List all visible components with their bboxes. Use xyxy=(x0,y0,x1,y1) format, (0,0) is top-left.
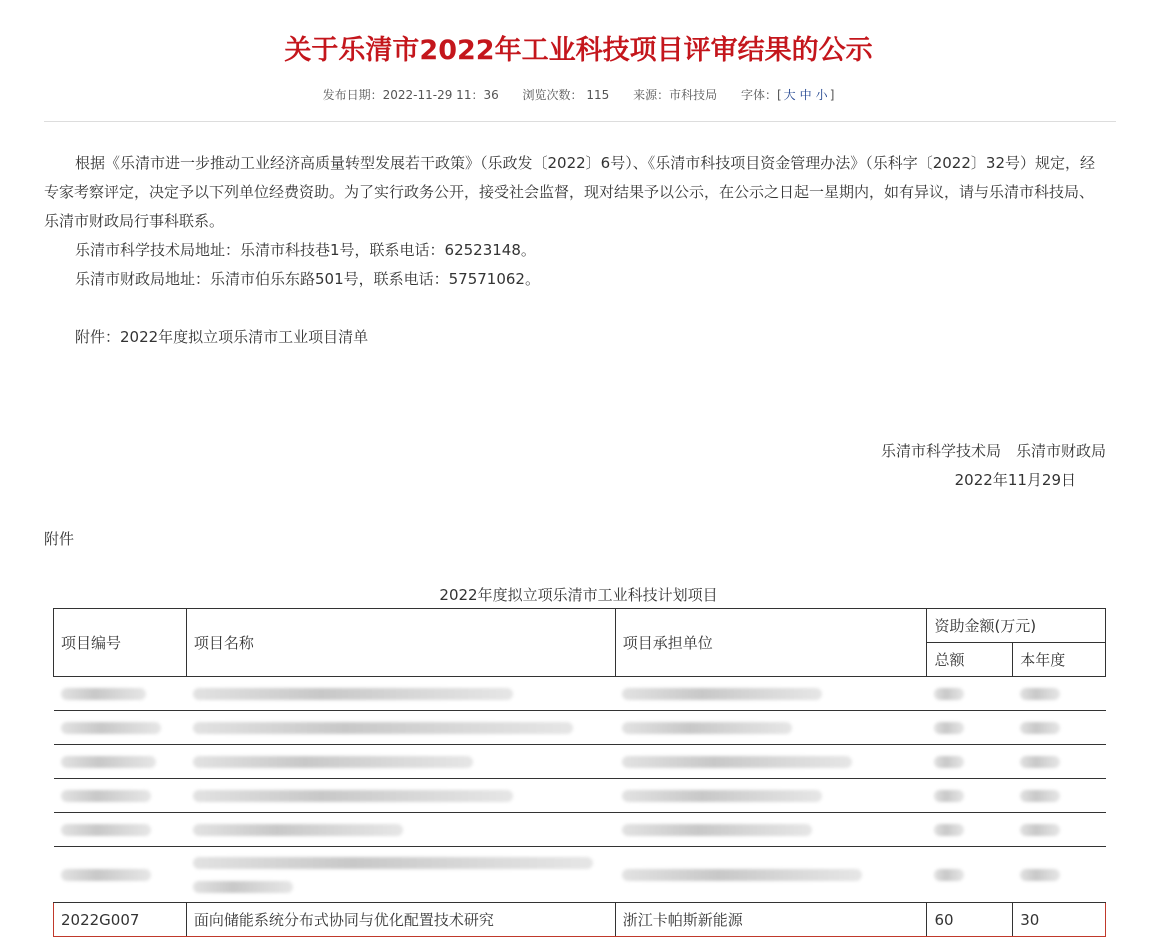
cell-project-code: 2022G007 xyxy=(54,903,187,937)
table-row-redacted xyxy=(54,813,1106,847)
redacted-cell xyxy=(927,847,1013,903)
font-large-link[interactable]: 大 xyxy=(783,88,796,102)
redacted-cell xyxy=(615,711,927,745)
table-row-redacted xyxy=(54,677,1106,711)
redacted-cell xyxy=(54,813,187,847)
redacted-cell xyxy=(927,813,1013,847)
font-medium-link[interactable]: 中 xyxy=(799,88,812,102)
attachment-note: 附件：2022年度拟立项乐清市工业项目清单 xyxy=(75,328,369,346)
redacted-cell xyxy=(615,779,927,813)
header-this-year: 本年度 xyxy=(1013,643,1106,677)
project-table xyxy=(53,608,1106,937)
article-body xyxy=(44,149,1108,352)
redacted-cell xyxy=(1013,745,1106,779)
header-total: 总额 xyxy=(927,643,1013,677)
source-label: 来源：市科技局 xyxy=(633,88,718,102)
signature-org: 乐清市科学技术局 乐清市财政局 xyxy=(880,442,1106,460)
header-name: 项目名称 xyxy=(186,609,615,677)
header-unit: 项目承担单位 xyxy=(615,609,927,677)
table-row-redacted xyxy=(54,745,1106,779)
header-divider xyxy=(44,121,1116,122)
redacted-cell xyxy=(186,847,615,903)
article-meta xyxy=(0,86,1157,103)
redacted-cell xyxy=(615,813,927,847)
address-tech-bureau: 乐清市科学技术局地址：乐清市科技巷1号，联系电话：62523148。 xyxy=(75,241,536,259)
font-small-link[interactable]: 小 xyxy=(815,88,828,102)
redacted-cell xyxy=(54,847,187,903)
attachment-label: 附件 xyxy=(44,530,75,548)
redacted-cell xyxy=(1013,813,1106,847)
redacted-cell xyxy=(927,745,1013,779)
table-row-redacted xyxy=(54,847,1106,903)
cell-total-amount: 60 xyxy=(927,903,1013,937)
signature-date: 2022年11月29日 xyxy=(954,471,1076,489)
redacted-cell xyxy=(927,779,1013,813)
redacted-cell xyxy=(54,745,187,779)
address-finance-bureau: 乐清市财政局地址：乐清市伯乐东路501号，联系电话：57571062。 xyxy=(75,270,540,288)
view-count: 浏览次数： 115 xyxy=(522,88,610,102)
header-funding: 资助金额(万元) xyxy=(927,609,1106,643)
redacted-cell xyxy=(186,711,615,745)
redacted-cell xyxy=(186,745,615,779)
redacted-cell xyxy=(615,847,927,903)
redacted-cell xyxy=(615,677,927,711)
cell-this-year-amount: 30 xyxy=(1013,903,1106,937)
redacted-cell xyxy=(1013,779,1106,813)
redacted-cell xyxy=(186,813,615,847)
page-title: 关于乐清市2022年工业科技项目评审结果的公示 xyxy=(284,35,873,66)
cell-project-name: 面向储能系统分布式协同与优化配置技术研究 xyxy=(186,903,615,937)
redacted-cell xyxy=(186,677,615,711)
redacted-cell xyxy=(186,779,615,813)
redacted-cell xyxy=(927,677,1013,711)
table-row-redacted xyxy=(54,779,1106,813)
font-size-control: 字体：[ 大 中 小 ] xyxy=(740,88,835,102)
header-code: 项目编号 xyxy=(54,609,187,677)
redacted-cell xyxy=(1013,847,1106,903)
redacted-cell xyxy=(927,711,1013,745)
redacted-cell xyxy=(1013,677,1106,711)
redacted-cell xyxy=(54,711,187,745)
body-paragraph: 根据《乐清市进一步推动工业经济高质量转型发展若干政策》（乐政发〔2022〕6号）、《乐清市科技项目资金管理办法》（乐科字〔2022〕32号）规定，经专家考察评定，决定予以下列单位经费资助。为了实行政务公开，接受社会监督，现对结果予以公示，在公示之日起一星期内，如有异议，请与乐清市科技局、乐清市财政局行事科联系。 xyxy=(44,154,1095,230)
redacted-cell xyxy=(54,779,187,813)
redacted-cell xyxy=(54,677,187,711)
cell-project-unit: 浙江卡帕斯新能源 xyxy=(615,903,927,937)
redacted-cell xyxy=(1013,711,1106,745)
table-header-row xyxy=(54,609,1106,643)
table-row-redacted xyxy=(54,711,1106,745)
table-caption: 2022年度拟立项乐清市工业科技计划项目 xyxy=(439,586,718,604)
publish-date: 发布日期：2022-11-29 11：36 xyxy=(322,88,499,102)
redacted-cell xyxy=(615,745,927,779)
table-row xyxy=(54,903,1106,937)
